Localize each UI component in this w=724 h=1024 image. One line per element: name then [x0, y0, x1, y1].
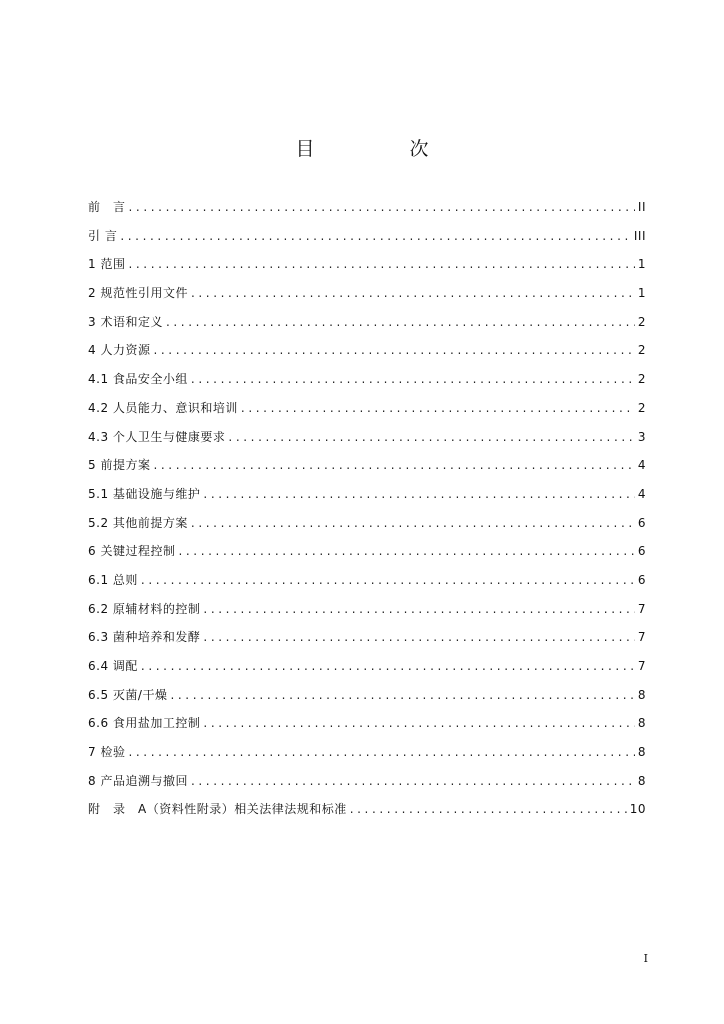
toc-entry[interactable] [88, 659, 646, 688]
toc-entry[interactable] [88, 716, 646, 745]
toc-entry-page: 1 [637, 286, 646, 301]
toc-entry-page: 6 [637, 572, 646, 587]
toc-entry-page: 8 [637, 773, 646, 788]
toc-entry[interactable] [88, 430, 646, 459]
toc-dot-leader [241, 401, 635, 415]
toc-dot-leader [191, 286, 635, 300]
toc-dot-leader [141, 573, 635, 587]
toc-entry-page: 2 [637, 400, 646, 415]
toc-dot-leader [141, 659, 635, 673]
toc-entry[interactable] [88, 802, 646, 831]
toc-entry-page: 6 [637, 515, 646, 530]
page-number: I [643, 952, 648, 965]
toc-dot-leader [203, 716, 634, 730]
toc-entry-label: 附 录 A（资料性附录）相关法律法规和标准 [88, 802, 347, 817]
toc-entry-label: 6.2 原辅材料的控制 [88, 601, 201, 616]
toc-entry-page: 2 [637, 314, 646, 329]
toc-entry[interactable] [88, 774, 646, 803]
table-of-contents [88, 200, 646, 831]
toc-dot-leader [178, 544, 634, 558]
toc-entry[interactable] [88, 343, 646, 372]
toc-entry-page: 6 [637, 544, 646, 559]
toc-entry-label: 6.3 菌种培养和发酵 [88, 630, 201, 645]
toc-entry-page: 8 [637, 716, 646, 731]
toc-entry[interactable] [88, 229, 646, 258]
toc-entry-label: 前 言 [88, 200, 126, 214]
toc-entry-label: 6.6 食用盐加工控制 [88, 716, 201, 731]
toc-dot-leader [153, 458, 634, 472]
toc-dot-leader [128, 745, 634, 759]
toc-entry[interactable] [88, 516, 646, 545]
page-title: 目 次 [295, 138, 467, 160]
toc-entry[interactable] [88, 286, 646, 315]
toc-entry-label: 8 产品追溯与撤回 [88, 773, 188, 788]
toc-entry-label: 7 检验 [88, 745, 126, 760]
toc-entry[interactable] [88, 630, 646, 659]
toc-entry-label: 4.1 食品安全小组 [88, 372, 188, 387]
toc-entry-page: 2 [637, 372, 646, 387]
toc-entry-page: 2 [637, 343, 646, 358]
toc-entry-label: 6.1 总则 [88, 572, 138, 587]
toc-entry-page: 8 [637, 745, 646, 760]
toc-entry-page: 8 [637, 687, 646, 702]
toc-dot-leader [350, 802, 627, 816]
toc-dot-leader [166, 315, 635, 329]
toc-entry-page: II [637, 200, 646, 214]
toc-dot-leader [129, 200, 635, 214]
toc-entry[interactable] [88, 487, 646, 516]
toc-entry-label: 4.2 人员能力、意识和培训 [88, 400, 238, 415]
toc-entry-page: 4 [637, 486, 646, 501]
toc-entry-label: 6.5 灭菌/干燥 [88, 687, 168, 702]
toc-entry[interactable] [88, 401, 646, 430]
toc-entry-label: 引 言 [88, 228, 118, 243]
toc-entry-page: 4 [637, 458, 646, 473]
toc-entry-label: 5.2 其他前提方案 [88, 515, 188, 530]
toc-dot-leader [191, 372, 635, 386]
toc-entry-label: 1 范围 [88, 257, 126, 272]
toc-dot-leader [170, 688, 634, 702]
toc-entry-label: 4 人力资源 [88, 343, 151, 358]
toc-entry-page: 3 [637, 429, 646, 444]
toc-entry[interactable] [88, 315, 646, 344]
toc-entry-page: 10 [629, 802, 646, 817]
toc-entry[interactable] [88, 458, 646, 487]
toc-entry[interactable] [88, 257, 646, 286]
toc-entry-label: 5 前提方案 [88, 458, 151, 473]
toc-entry-label: 2 规范性引用文件 [88, 286, 188, 301]
toc-dot-leader [203, 602, 634, 616]
toc-entry-label: 6 关键过程控制 [88, 544, 176, 559]
toc-entry-label: 3 术语和定义 [88, 314, 163, 329]
toc-entry-page: 7 [637, 601, 646, 616]
toc-entry[interactable] [88, 573, 646, 602]
toc-dot-leader [153, 343, 634, 357]
toc-entry-page: 1 [637, 257, 646, 272]
toc-entry-page: 7 [637, 630, 646, 645]
toc-dot-leader [191, 774, 635, 788]
toc-entry-label: 4.3 个人卫生与健康要求 [88, 429, 226, 444]
toc-dot-leader [203, 630, 634, 644]
toc-entry-page: III [633, 228, 646, 243]
toc-dot-leader [191, 516, 635, 530]
toc-dot-leader [228, 430, 634, 444]
toc-dot-leader [128, 257, 634, 271]
toc-entry[interactable] [88, 602, 646, 631]
toc-entry-label: 6.4 调配 [88, 659, 138, 673]
toc-entry[interactable] [88, 688, 646, 717]
toc-entry-page: 7 [637, 659, 646, 673]
toc-entry[interactable] [88, 544, 646, 573]
toc-entry-label: 5.1 基础设施与维护 [88, 486, 201, 501]
toc-entry[interactable] [88, 372, 646, 401]
toc-dot-leader [203, 487, 634, 501]
toc-entry[interactable] [88, 200, 646, 229]
toc-dot-leader [120, 229, 631, 243]
toc-entry[interactable] [88, 745, 646, 774]
